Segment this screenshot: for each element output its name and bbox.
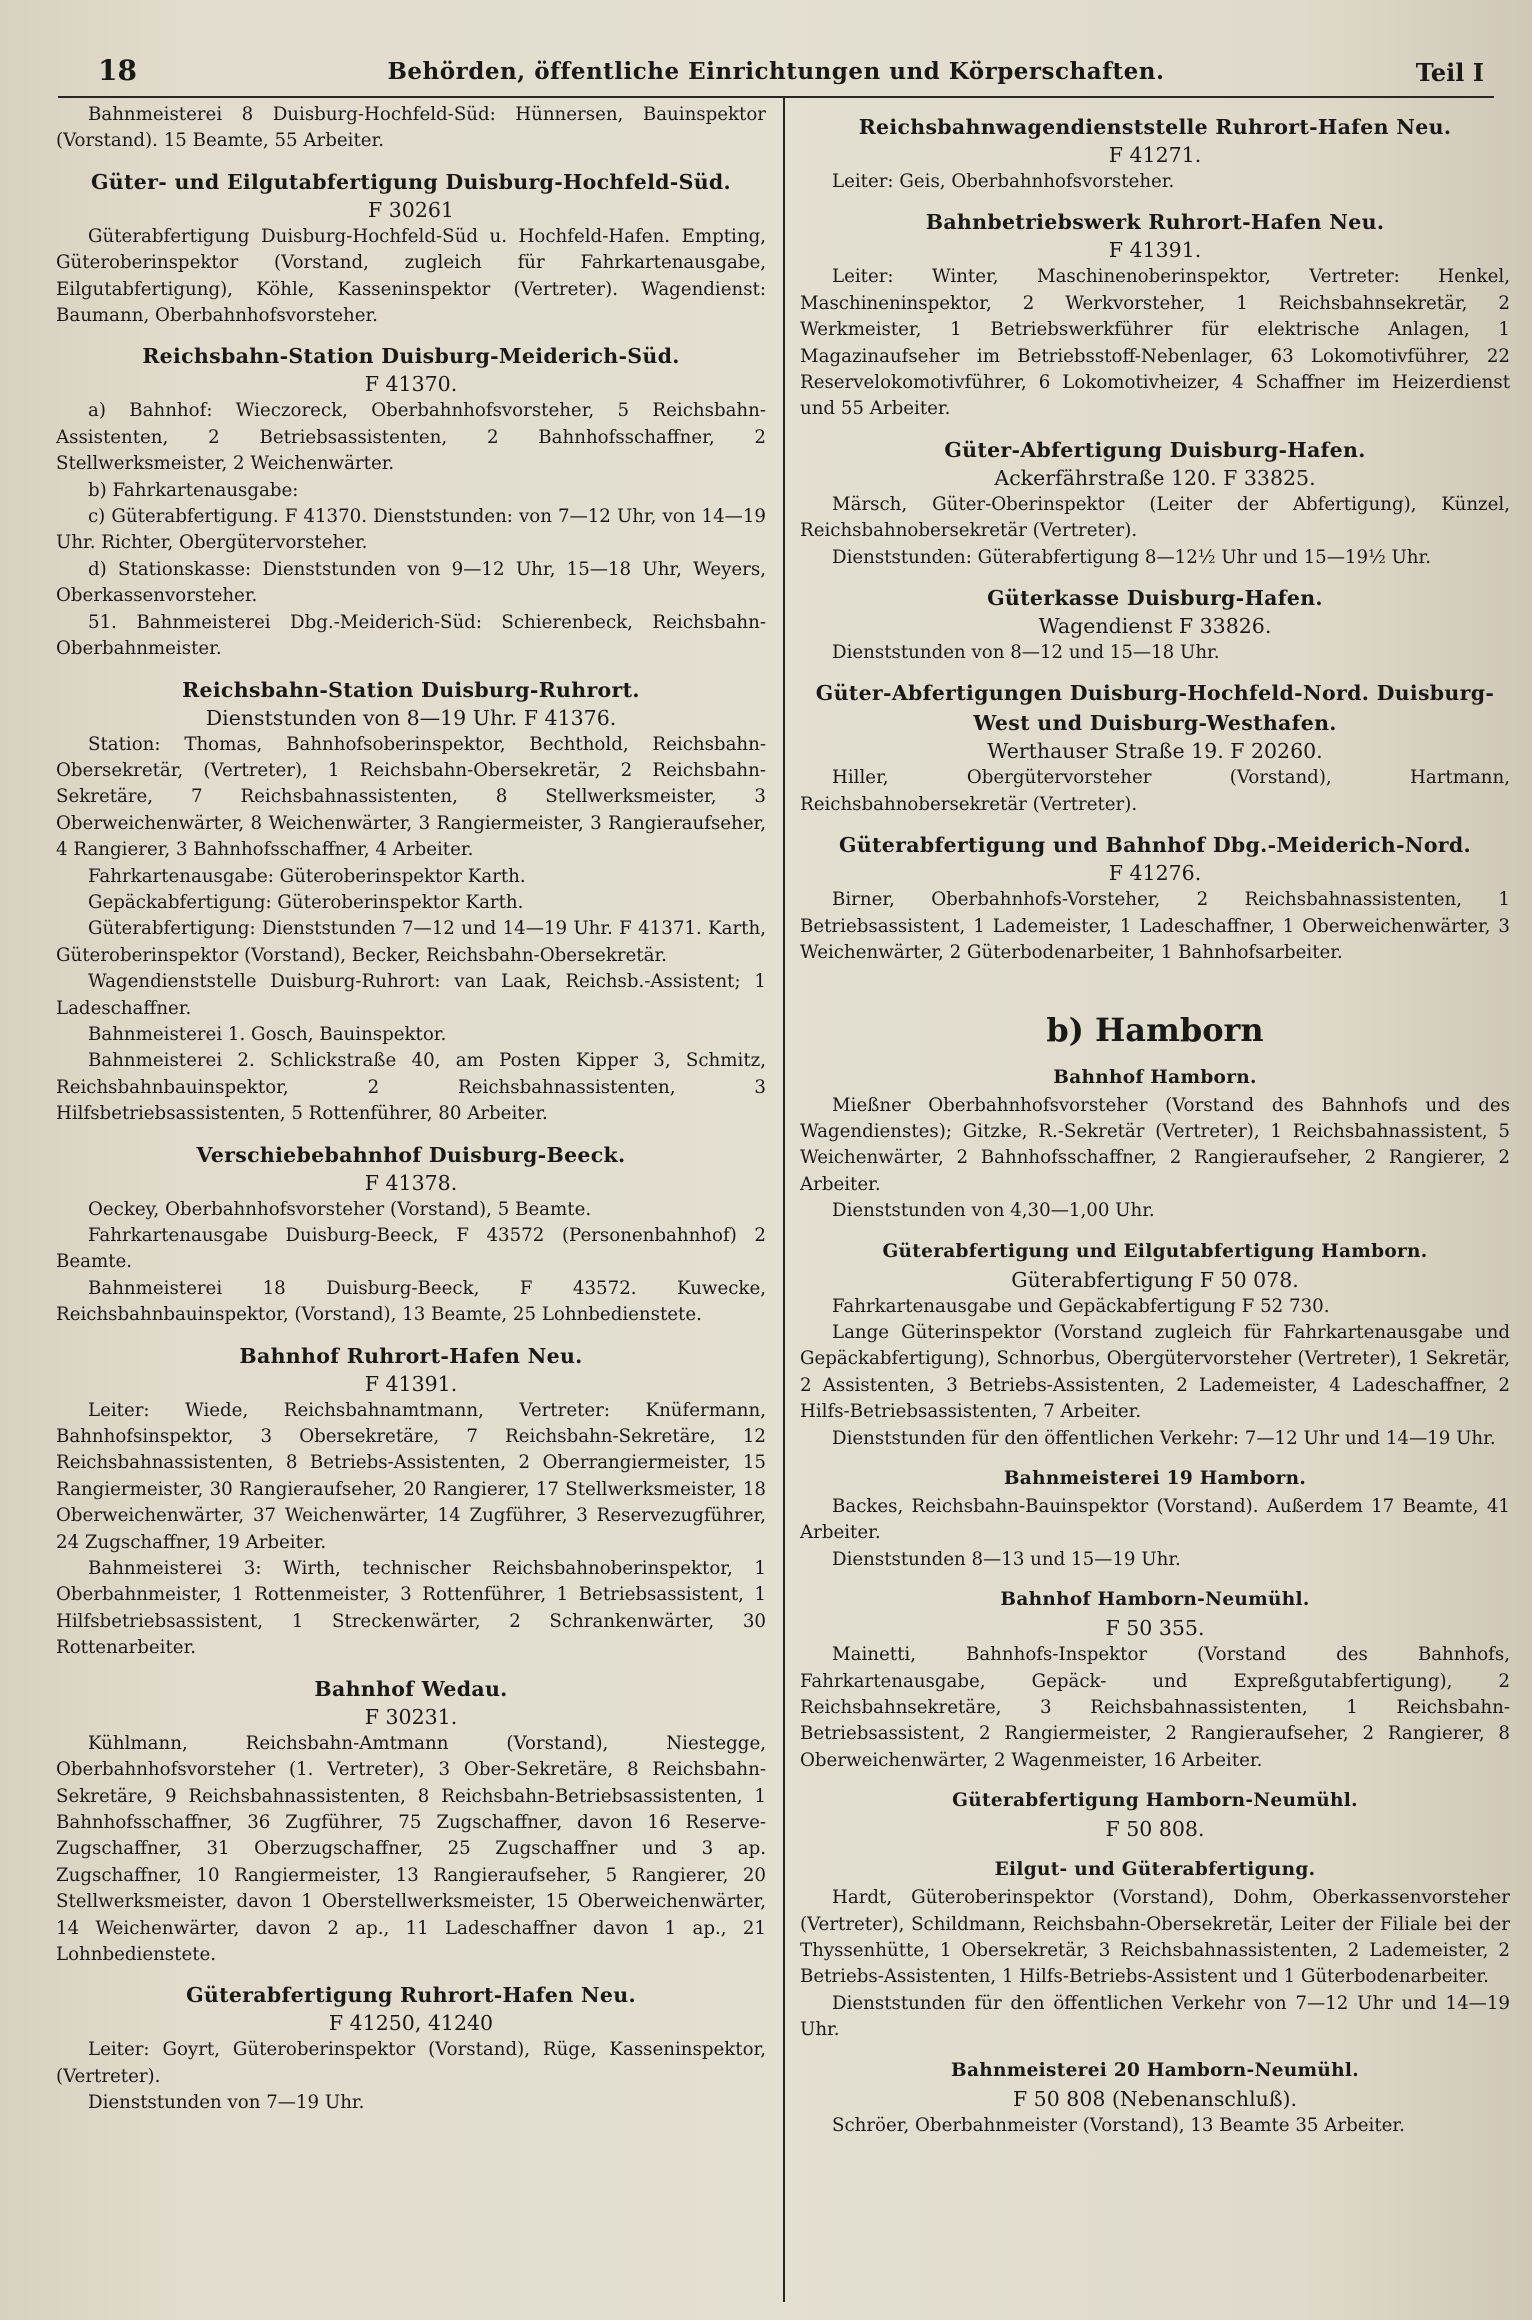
entry-paragraph: Dienststunden für den öffentlichen Verkehr von 7—12 Uhr und 14—19 Uhr.: [800, 1992, 1510, 2041]
entry-phone-line: F 50 808 (Nebenanschluß).: [1012, 2086, 1298, 2111]
entry-paragraph: Dienststunden: Güterabfertigung 8—12½ Uhr und 15—19½ Uhr.: [832, 546, 1431, 568]
entry-block: [800, 435, 1510, 571]
entry-heading: Eilgut- und Güterabfertigung.: [994, 1859, 1316, 1881]
entry-block: [800, 1464, 1510, 1573]
section-heading-hamborn: b) Hamborn: [1046, 1010, 1264, 1049]
entry-heading: Güter-Abfertigung Duisburg-Hafen.: [944, 437, 1366, 462]
entry-paragraph: Oeckey, Oberbahnhofsvorsteher (Vorstand), 5 Beamte.: [88, 1198, 592, 1220]
entry-block: [800, 830, 1510, 966]
entry-phone-line: F 41250, 41240: [328, 2011, 494, 2036]
right-column: [800, 102, 1510, 2302]
entry-phone-line: F 50 808.: [1105, 1817, 1205, 1842]
right-column-entries: [800, 112, 1510, 967]
entry-phone-line: F 30231.: [364, 1704, 458, 1729]
entry-block: [56, 341, 766, 662]
running-title: Behörden, öffentliche Einrichtungen und Körperschaften.: [387, 58, 1165, 85]
entry-heading: Güterabfertigung und Eilgutabfertigung Hamborn.: [882, 1240, 1428, 1262]
entry-heading: Güterabfertigung Ruhrort-Hafen Neu.: [186, 1983, 636, 2008]
entry-paragraph: Lange Güterinspektor (Vorstand zugleich für Fahrkartenausgabe und Gepäckabfertigung), Schnorbus, Obergütervorsteher (Vertreter), 1 Sekretär, 2 Assistenten, 3 Betriebs-Assistenten, 2 Lademeister, 4 Ladeschaffner, 2 Hilfs-Betriebsassistenten, 7 Arbeiter.: [800, 1321, 1510, 1423]
entry-block: [800, 1063, 1510, 1225]
entry-paragraph: Dienststunden für den öffentlichen Verkehr: 7—12 Uhr und 14—19 Uhr.: [832, 1427, 1496, 1449]
part-label: Teil I: [1415, 58, 1484, 87]
entry-paragraph: Leiter: Goyrt, Güteroberinspektor (Vorstand), Rüge, Kasseninspektor, (Vertreter).: [56, 2039, 766, 2087]
entry-paragraph: Güterabfertigung: Dienststunden 7—12 und 14—19 Uhr. F 41371. Karth, Güteroberinspektor (Vorstand), Becker, Reichsbahn-Obersekretär.: [56, 918, 766, 966]
entry-paragraph: c) Güterabfertigung. F 41370. Dienststunden: von 7—12 Uhr, von 14—19 Uhr. Richter, Obergütervorsteher.: [56, 506, 766, 554]
entry-paragraph: Leiter: Wiede, Reichsbahnamtmann, Vertreter: Knüfermann, Bahnhofsinspektor, 3 Obersekretäre, 7 Reichsbahn-Sekretäre, 12 Reichsbahnassistenten, 8 Betriebs-Assistenten, 2 Oberrangiermeister, 15 Rangiermeister, 30 Rangieraufseher, 20 Rangierer, 17 Stellwerksmeister, 18 Oberweichenwärter, 37 Weichenwärter, 14 Zugführer, 3 Reservezugführer, 24 Zugschaffner, 19 Arbeiter.: [56, 1399, 766, 1553]
entry-phone-line: Ackerfährstraße 120. F 33825.: [994, 465, 1316, 490]
entry-heading: Güterabfertigung und Bahnhof Dbg.-Meiderich-Nord.: [839, 833, 1471, 858]
entry-paragraph: 51. Bahnmeisterei Dbg.-Meiderich-Süd: Schierenbeck, Reichsbahn-Oberbahnmeister.: [56, 611, 766, 660]
entry-phone-line: Güterabfertigung F 50 078.: [1011, 1267, 1299, 1292]
entry-paragraph: Station: Thomas, Bahnhofsoberinspektor, Bechthold, Reichsbahn-Obersekretär, (Vertreter), 1 Reichsbahn-Obersekretär, 2 Reichsbahn-Sekretäre, 7 Reichsbahnassistenten, 8 Stellwerksmeister, 3 Oberweichenwärter, 8 Weichenwärter, 3 Rangiermeister, 3 Rangieraufseher, 4 Rangierer, 3 Bahnhofsschaffner, 4 Arbeiter.: [56, 733, 766, 861]
entry-paragraph: b) Fahrkartenausgabe:: [88, 479, 299, 501]
entry-paragraph: Gepäckabfertigung: Güteroberinspektor Karth.: [88, 891, 524, 913]
entry-paragraph: Dienststunden von 8—12 und 15—18 Uhr.: [832, 642, 1220, 664]
entry-paragraph: Bahnmeisterei 1. Gosch, Bauinspektor.: [88, 1023, 447, 1045]
entry-block: [800, 678, 1510, 818]
entry-phone-line: F 41391.: [1108, 238, 1202, 263]
entry-block: [800, 1585, 1510, 1774]
entry-paragraph: Kühlmann, Reichsbahn-Amtmann (Vorstand), Niestegge, Oberbahnhofsvorsteher (1. Vertreter), 3 Ober-Sekretäre, 8 Reichsbahn-Sekretäre, 9 Reichsbahnassistenten, 8 Reichsbahn-Betriebsassistenten, 1 Bahnhofsschaffner, 36 Zugführer, 75 Zugschaffner, davon 16 Reserve-Zugschaffner, 31 Oberzugschaffner, 25 Zugschaffner und 3 ap. Zugschaffner, 10 Rangiermeister, 13 Rangieraufseher, 5 Rangierer, 20 Stellwerksmeister, davon 1 Oberstellwerksmeister, 15 Oberweichenwärter, 14 Weichenwärter, davon 2 ap., 11 Ladeschaffner davon 1 ap., 21 Lohnbedienstete.: [56, 1732, 766, 1965]
entry-paragraph: Bahnmeisterei 3: Wirth, technischer Reichsbahnoberinspektor, 1 Oberbahnmeister, 1 Rottenmeister, 3 Rottenführer, 1 Betriebsassistent, 1 Hilfsbetriebsassistent, 1 Streckenwärter, 2 Schrankenwärter, 30 Rottenarbeiter.: [56, 1558, 766, 1659]
entry-paragraph: Güterabfertigung Duisburg-Hochfeld-Süd u. Hochfeld-Hafen. Empting, Güteroberinspektor (Vorstand, zugleich für Fahrkartenausgabe, Eilgutabfertigung), Köhle, Kasseninspektor (Vertreter). Wagendienst: Baumann, Oberbahnhofsvorsteher.: [56, 225, 766, 327]
entry-paragraph: Leiter: Geis, Oberbahnhofsvorsteher.: [832, 171, 1175, 192]
entry-block: [56, 1980, 766, 2116]
entry-phone-line: F 50 355.: [1105, 1616, 1205, 1641]
entry-paragraph: Fahrkartenausgabe Duisburg-Beeck, F 43572 (Personenbahnhof) 2 Beamte.: [56, 1225, 766, 1273]
entry-block: [800, 2056, 1510, 2139]
left-column: [56, 102, 766, 2302]
entry-heading: Bahnbetriebswerk Ruhrort-Hafen Neu.: [925, 210, 1385, 235]
entry-heading: Güterkasse Duisburg-Hafen.: [987, 586, 1323, 611]
entry-paragraph: Fahrkartenausgabe und Gepäckabfertigung F 52 730.: [832, 1295, 1330, 1317]
entry-paragraph: Backes, Reichsbahn-Bauinspektor (Vorstand). Außerdem 17 Beamte, 41 Arbeiter.: [800, 1495, 1510, 1544]
entry-paragraph: Wagendienststelle Duisburg-Ruhrort: van Laak, Reichsb.-Assistent; 1 Ladeschaffner.: [56, 971, 766, 1019]
page-header: [58, 54, 1494, 98]
entry-heading: Güterabfertigung Hamborn-Neumühl.: [952, 1790, 1358, 1812]
entry-block: [56, 167, 766, 330]
entry-paragraph: Mainetti, Bahnhofs-Inspektor (Vorstand des Bahnhofs, Fahrkartenausgabe, Gepäck- und Expreßgutabfertigung), 2 Reichsbahnsekretäre, 3 Reichsbahnassistenten, 1 Reichsbahn-Betriebsassistent, 2 Rangiermeister, 2 Rangieraufseher, 2 Rangierer, 8 Oberweichenwärter, 2 Wagenmeister, 16 Arbeiter.: [800, 1644, 1510, 1771]
entry-paragraph: Dienststunden von 4,30—1,00 Uhr.: [832, 1200, 1155, 1222]
entry-paragraph: Hiller, Obergütervorsteher (Vorstand), Hartmann, Reichsbahnobersekretär (Vertreter).: [800, 767, 1510, 815]
entry-phone-line: F 41370.: [364, 372, 458, 397]
page-number: 18: [98, 54, 137, 87]
entry-block: [56, 1674, 766, 1969]
entry-paragraph: Bahnmeisterei 2. Schlickstraße 40, am Posten Kipper 3, Schmitz, Reichsbahnbauinspektor, 2 Reichsbahnassistenten, 3 Hilfsbetriebsassistenten, 5 Rottenführer, 80 Arbeiter.: [56, 1050, 766, 1125]
entry-block: [800, 1786, 1510, 1843]
entry-phone-line: Dienststunden von 8—19 Uhr. F 41376.: [205, 705, 617, 730]
entry-block: [800, 112, 1510, 195]
entry-heading: Güter- und Eilgutabfertigung Duisburg-Hochfeld-Süd.: [91, 169, 731, 194]
entry-paragraph: Hardt, Güteroberinspektor (Vorstand), Dohm, Oberkassenvorsteher (Vertreter), Schildmann, Reichsbahn-Obersekretär, Leiter der Filiale bei der Thyssenhütte, 1 Obersekretär, 3 Reichsbahnassistenten, 2 Lademeister, 2 Betriebs-Assistenten, 1 Hilfs-Betriebs-Assistent und 1 Güterbodenarbeiter.: [800, 1887, 1510, 1988]
entry-block: [56, 1140, 766, 1329]
entry-paragraph: Schröer, Oberbahnmeister (Vorstand), 13 Beamte 35 Arbeiter.: [832, 2114, 1405, 2136]
hamborn-entries: [800, 1063, 1510, 2140]
entry-paragraph: Dienststunden 8—13 und 15—19 Uhr.: [832, 1548, 1181, 1570]
entry-phone-line: F 41271.: [1108, 143, 1202, 167]
entry-paragraph: Fahrkartenausgabe: Güteroberinspektor Karth.: [88, 865, 526, 887]
entry-phone-line: F 41276.: [1108, 861, 1202, 886]
entry-heading: Verschiebebahnhof Duisburg-Beeck.: [196, 1142, 626, 1167]
entry-heading: Bahnmeisterei 19 Hamborn.: [1003, 1467, 1307, 1489]
entry-heading: Reichsbahnwagendienststelle Ruhrort-Hafen Neu.: [858, 115, 1452, 139]
entry-paragraph: Birner, Oberbahnhofs-Vorsteher, 2 Reichsbahnassistenten, 1 Betriebsassistent, 1 Lademeister, 1 Ladeschaffner, 1 Oberweichenwärter, 3 Weichenwärter, 2 Güterbodenarbeiter, 1 Bahnhofsarbeiter.: [800, 889, 1510, 964]
entry-heading: Reichsbahn-Station Duisburg-Ruhrort.: [182, 677, 640, 702]
entry-heading: Bahnhof Hamborn.: [1053, 1066, 1257, 1088]
entry-phone-line: F 41378.: [364, 1170, 458, 1195]
entry-heading: Reichsbahn-Station Duisburg-Meiderich-Süd.: [142, 344, 680, 369]
entry-block: [800, 1855, 1510, 2043]
entry-paragraph: a) Bahnhof: Wieczoreck, Oberbahnhofsvorsteher, 5 Reichsbahn-Assistenten, 2 Betriebsassistenten, 2 Bahnhofsschaffner, 2 Stellwerksmeister, 2 Weichenwärter.: [56, 400, 766, 475]
entry-phone-line: F 30261: [368, 197, 454, 222]
entry-block: [56, 102, 766, 155]
entry-paragraph: Bahnmeisterei 18 Duisburg-Beeck, F 43572. Kuwecke, Reichsbahnbauinspektor, (Vorstand), 13 Beamte, 25 Lohnbedienstete.: [56, 1277, 766, 1326]
entry-paragraph: Mießner Oberbahnhofsvorsteher (Vorstand des Bahnhofs und des Wagendienstes); Gitzke, R.-Sekretär (Vertreter), 1 Reichsbahnassistent, 5 Weichenwärter, 2 Bahnhofsschaffner, 2 Rangieraufseher, 2 Rangierer, 2 Arbeiter.: [800, 1094, 1510, 1195]
entry-block: [56, 675, 766, 1128]
entry-heading: Bahnmeisterei 20 Hamborn-Neumühl.: [951, 2059, 1359, 2081]
entry-phone-line: Wagendienst F 33826.: [1038, 614, 1272, 639]
entry-paragraph: Märsch, Güter-Oberinspektor (Leiter der Abfertigung), Künzel, Reichsbahnobersekretär (Vertreter).: [800, 493, 1510, 542]
entry-block: [800, 1237, 1510, 1452]
entry-phone-line: Werthauser Straße 19. F 20260.: [987, 739, 1323, 764]
entry-heading: Güter-Abfertigungen Duisburg-Hochfeld-Nord. Duisburg-West und Duisburg-Westhafen.: [815, 681, 1495, 736]
entry-block: [800, 583, 1510, 666]
entry-block: [800, 207, 1510, 422]
entry-block: [56, 1341, 766, 1662]
entry-paragraph: Dienststunden von 7—19 Uhr.: [88, 2092, 365, 2114]
entry-heading: Bahnhof Hamborn-Neumühl.: [1000, 1589, 1310, 1611]
entry-phone-line: F 41391.: [364, 1371, 458, 1396]
column-divider: [783, 96, 785, 2302]
entry-paragraph: Bahnmeisterei 8 Duisburg-Hochfeld-Süd: Hünnersen, Bauinspektor (Vorstand). 15 Beamte, 55 Arbeiter.: [56, 104, 766, 152]
entry-paragraph: d) Stationskasse: Dienststunden von 9—12 Uhr, 15—18 Uhr, Weyers, Oberkassenvorsteher.: [56, 558, 766, 607]
entry-paragraph: Leiter: Winter, Maschinenoberinspektor, Vertreter: Henkel, Maschineninspektor, 2 Werkvorsteher, 1 Reichsbahnsekretär, 2 Werkmeister, 1 Betriebswerkführer für elektrische Anlagen, 1 Magazinaufseher im Betriebsstoff-Nebenlager, 63 Lokomotivführer, 22 Reservelokomotivführer, 6 Lokomotivheizer, 4 Schaffner im Heizerdienst und 55 Arbeiter.: [800, 266, 1510, 420]
entry-heading: Bahnhof Ruhrort-Hafen Neu.: [239, 1343, 583, 1368]
entry-heading: Bahnhof Wedau.: [314, 1676, 508, 1701]
